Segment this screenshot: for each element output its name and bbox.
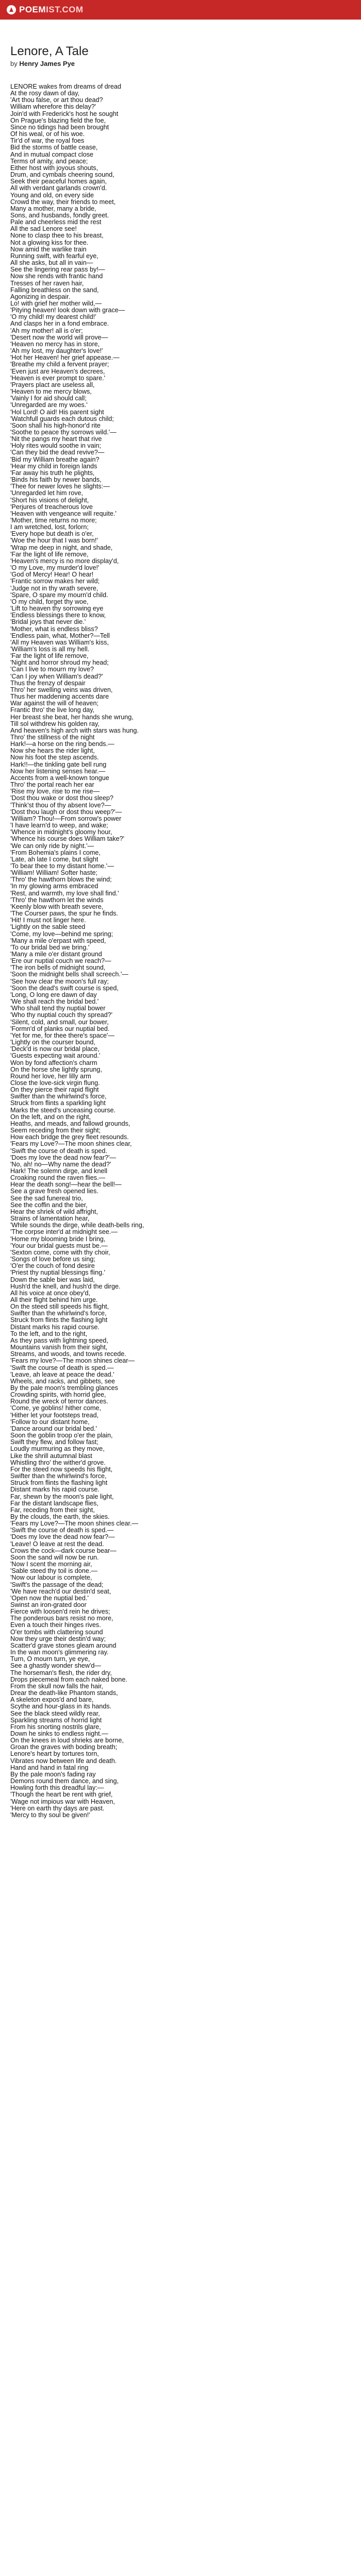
poem-line: Now they urge their destin'd way; [10,1635,106,1642]
poem-line: Swifter than the whirlwind's force, [10,1310,107,1317]
poem-line: 'Unregarded let him rove, [10,489,84,497]
poem-line: Round the wreck of terror dances. [10,1398,108,1405]
poem-line: On the steed still speeds his flight, [10,1303,109,1311]
poem-line: 'The iron bells of midnight sound, [10,964,106,972]
poem-line: 'Can they bid the dead revive?— [10,449,105,456]
poem-body [10,83,361,1819]
poem-line: Soon the sand will now be run. [10,1553,99,1561]
poem-line: Tresses of her raven hair, [10,279,84,287]
poem-line: The ponderous bars resist no more, [10,1615,113,1622]
poem-line: Drear the death-like Phantom stands, [10,1689,118,1697]
poem-line: From his snorting nostrils glare, [10,1723,101,1731]
poem-line: Mountains vanish from their sight, [10,1344,108,1351]
poem-line: Scythe and hour-glass in its hands. [10,1703,112,1710]
poem-line: 'O my child! my dearest child!' [10,313,96,321]
poem-line: On they pierce their rapid flight [10,1086,99,1094]
poem-line: 'Dance around our bridal bed.' [10,1425,97,1432]
poem-line: Thro' the portal reach her ear [10,781,94,789]
poem-line: Now her listening senses hear.— [10,767,106,775]
poem-line: Hark! The solemn dirge, and knell [10,1167,108,1175]
poem-line: 'To our bridal bed we bring.' [10,943,90,951]
poem-line: In the wan moon's glimmering ray. [10,1649,109,1656]
poem-line: 'Lift to heaven thy sorrowing eye [10,605,104,613]
poem-line: Running swift, with fearful eye, [10,252,99,260]
poem-line: 'William's loss is all my hell. [10,645,90,653]
author-link[interactable]: Henry James Pye [19,60,75,67]
poem-line: 'While sounds the dirge, while death-bells ring, [10,1222,144,1229]
poem-line: Hear the death song!—hear the bell!— [10,1181,122,1189]
top-navigation-bar [0,0,361,20]
poem-line: Scatter'd grave stones gleam around [10,1641,117,1649]
poem-line: 'From Bohemia's plains I come, [10,849,101,856]
poem-line: 'O my Love, my murder'd love!' [10,564,100,572]
poem-line: 'The Courser paws, the spur he finds. [10,910,118,918]
poem-line: 'Watchfull guards each dutous child; [10,415,114,422]
poem-line: 'Bridal joys that never die.' [10,618,86,626]
poem-line: 'Hear my child in foreign lands [10,462,97,470]
poem-line: 'Priest thy nuptial blessings fling.' [10,1269,106,1277]
poem-line: 'Hit! I must not linger here. [10,917,86,924]
poem-line: The horseman's flesh, the rider dry, [10,1669,112,1676]
poem-line: 'Follow to our distant home, [10,1418,90,1426]
poem-line: 'Nit the pangs my heart that rive [10,435,102,443]
poem-line: 'Prayers plact are useless all, [10,381,95,388]
poem-line: 'Woe the hour that I was born!' [10,537,98,545]
poem-line: Croaking round the raven flies.— [10,1174,106,1182]
poem-line: 'Songs of love before us sing; [10,1256,95,1263]
poem-line: Far the distant landscape flies, [10,1499,99,1507]
poem-line: Sons, and husbands, fondly greet. [10,211,109,219]
poem-line: 'William? Thou!—From sorrow's power [10,815,122,822]
poem-line: 'Hol Lord! O aid! His parent sight [10,408,104,416]
poem-line: Distant marks his rapid course. [10,1323,100,1331]
poem-line: Seem receding from their sight; [10,1127,101,1134]
poem-title: Lenore, A Tale [10,44,89,58]
poem-line: 'Endless pain, what, Mother?—Tell [10,632,110,639]
poem-line: See a ghastly wonder shew'd— [10,1662,102,1670]
poem-line: 'Fears my Love?—The moon shines clear.— [10,1520,139,1528]
poem-line: Soon the goblin troop o'er the plain, [10,1432,113,1439]
poem-line: Vibrates now between life and death. [10,1757,117,1765]
poem-line: 'Does my love the dead now fear?'— [10,1154,117,1161]
poem-line: Thro' her swelling veins was driven, [10,686,113,693]
poem-line: By the pale moon's fading ray [10,1770,96,1778]
poem-line: Now amid the warlike train [10,245,87,253]
poem-line: On the left, and on the right, [10,1113,91,1121]
by-label: by [10,60,18,67]
poem-line: Struck from flints the flashing light [10,1316,108,1324]
poem-line: 'Hither let your footsteps tread, [10,1411,99,1419]
poem-line: Drops piecemeal from each naked bone. [10,1675,127,1683]
poem-line: Swift they flew, and follow fast; [10,1438,99,1446]
poem-line: Even a touch their hinges rives. [10,1621,101,1629]
poem-line: 'The corpse inter'd at midnight see.— [10,1228,118,1236]
poem-line: 'Heaven's mercy is no more display'd, [10,557,119,565]
poem-line: Hush'd the knell, and hush'd the dirge. [10,1282,121,1290]
poem-line: Far, receding from their sight, [10,1506,95,1514]
poem-line: Drum, and cymbals cheering sound, [10,171,114,179]
poem-line: On the knees in loud shrieks are borne, [10,1737,124,1744]
poem-line: 'Thee for newer loves he slights:— [10,483,110,490]
poem-line: 'Binds his faith by newer bands, [10,476,102,484]
poem-line: From the skull now falls the hair, [10,1682,103,1690]
poem-line: 'Desert now the world will prove— [10,333,108,341]
poem-line: See the sad funereal trio, [10,1194,83,1202]
poem-line: As they pass with lightning speed, [10,1336,108,1344]
poem-line: Lo! with grief her mother wild,— [10,300,102,307]
poem-line: 'Guests expecting wait around.' [10,1052,101,1060]
poem-line: 'We can only ride by night.'— [10,842,94,850]
poem-line: 'In my glowing arms embraced [10,883,99,890]
poem-line: 'Mercy to thy soul be given!' [10,1811,90,1819]
poem-line: To the left, and to the right, [10,1330,88,1337]
poem-line: See a grave fresh opened lies. [10,1188,99,1195]
poem-line: Of his weal, or of his woe. [10,130,85,138]
poem-line: 'Wrap me deep in night, and shade, [10,544,113,551]
poem-line: 'Night and horror shroud my head; [10,659,109,667]
poem-line: 'Come, ye goblins! hither come, [10,1404,101,1412]
logo-text-main: POEM [19,5,46,14]
poem-line: Marks the steed's unceasing course. [10,1106,116,1114]
poem-line: 'Bid my William breathe again? [10,455,100,463]
poem-line: 'Though the heart be rent with grief, [10,1791,113,1799]
poem-line: 'Now our labour is complete, [10,1574,92,1582]
poem-line: Either host with joyous shouts, [10,164,99,172]
poem-line: Her breast she beat, her hands she wrung, [10,713,134,721]
poem-line: A skeleton expos'd and bare, [10,1696,94,1704]
poem-line: 'God of Mercy! Hear! O hear! [10,571,94,579]
poem-line: 'Frantic sorrow makes her wild; [10,578,100,585]
poem-line: Now his foot the step ascends. [10,754,99,761]
poem-line: For the steed now speeds his flight, [10,1465,113,1473]
poem-line: Pale and cheerless mid the rest [10,218,102,226]
poem-line: War against the will of heaven; [10,700,99,707]
poem-line: 'Endless blessings there to know, [10,612,106,619]
poem-line: 'Thro' the hawthorn let the winds [10,896,104,904]
poem-line: 'Come, my love—behind me spring; [10,930,113,938]
poem-line: Crows the cock—dark course bear— [10,1547,117,1554]
poem-line: Demons round them dance, and sing, [10,1777,119,1785]
poem-line: 'Mother, what is endless bliss? [10,625,98,633]
poem-line: 'Many a mile o'erpast with speed, [10,937,106,944]
poem-line: 'Home my blooming bride I bring, [10,1235,106,1243]
poem-line: 'Thro' the hawthorn blows the wind; [10,876,112,884]
poem-line: 'Formn'd of planks our nuptial bed. [10,1025,110,1032]
poem-line: 'Sable steed thy toil is done.— [10,1567,98,1575]
poem-line: All the sad Lenore see! [10,225,77,233]
poem-line: 'Judge not in thy wrath severe, [10,584,99,592]
poem-line: 'Heaven no mercy has in store, [10,340,100,348]
poem-line: All his voice at once obey'd, [10,1289,91,1297]
poem-line: 'Heaven with vengeance will requite.' [10,510,117,517]
poem-line: 'Every hope but death is o'er, [10,530,94,538]
poem-line: 'Wage not impious war with Heaven, [10,1798,115,1805]
poem-line: Struck from flints the flashing light [10,1479,108,1487]
poem-line: Like the shrill autumnal blast [10,1452,92,1460]
poem-line: See the lingering rear pass by!— [10,266,105,274]
poem-line: And clasps her in a fond embrace. [10,320,109,328]
poem-line: Thus her maddening accents dare [10,693,109,701]
poem-line: Bid the storms of battle cease, [10,144,98,151]
poem-line: 'Far away his truth he plights, [10,469,95,477]
poem-line: 'Far the light of life remove, [10,550,89,558]
poem-line: 'Swift the course of death is sped.— [10,1527,114,1534]
poem-line: 'Far the light of life remove, [10,652,89,660]
poem-line: 'William! William! Softer haste; [10,869,97,877]
poem-line: See the black steed wildly rear, [10,1709,100,1717]
poem-line: 'Who thy nuptial couch thy spread?' [10,1011,113,1019]
poem-line: Since no tidings had been brought [10,123,109,131]
poem-line: 'Late, ah late I come, but slight [10,855,99,863]
poem-line: Groan the graves with boding breath; [10,1743,118,1751]
poem-line: 'Yet for me, for thee there's space'— [10,1031,115,1039]
poem-line: Till sol withdrew his golden ray, [10,720,100,727]
poem-line: Agonizing in despair. [10,293,71,300]
poem-line: 'Dost thou wake or dost thou sleep? [10,794,113,802]
poem-line: 'Soon shall his high-honor'd rite [10,421,101,429]
poem-line: 'We have reach'd our destin'd seat, [10,1587,111,1595]
poem-line: Swifter than the whirlwind's force, [10,1093,107,1100]
poem-line: 'Hot her Heaven! her grief appease.— [10,354,120,362]
logo-text [19,5,84,15]
poem-line: 'Rest, and warmth, my love shall find.' [10,889,119,897]
poem-line: 'All my Heaven was William's kiss, [10,638,109,646]
poem-content [0,20,361,1819]
poem-line: 'Silent, cold, and small, our bower, [10,1018,109,1026]
poem-line: Now she hears the rider light, [10,747,95,755]
poem-line: Terms of amity, and peace; [10,157,88,165]
poem-line: 'Perjures of treacherous love [10,503,93,511]
poem-line: 'No, ah! no—Why name the dead?' [10,1160,111,1168]
poem-line: See the coffin and the bier, [10,1201,88,1209]
poem-line: Hark!!—the tinkling gate bell rung [10,760,107,768]
poem-line: 'Now I scent the morning air, [10,1561,92,1568]
poem-line: And heaven's high arch with stars was hung. [10,726,139,734]
poem-line: Round her love, her lilly arm [10,1072,91,1080]
poem-line: O'er tombs with clattering sound [10,1628,103,1636]
poem-line: 'Mother, time returns no more; [10,517,97,524]
poem-line: 'O'er the couch of fond desire [10,1262,95,1270]
poem-line: 'Ere our nuptial couch we reach?— [10,957,111,965]
poem-line: Thro' the stillness of the night [10,734,95,741]
poem-line: Crowding spirits, with horrid glee, [10,1391,106,1399]
poem-line: William wherefore this delay?' [10,103,96,111]
poem-line: Wheels, and racks, and gibbets, see [10,1377,116,1385]
poem-line: 'We shall reach the bridal bed.' [10,998,99,1006]
poem-line: 'Leave! O leave at rest the dead. [10,1540,104,1548]
poem-line: 'Swift's the passage of the dead; [10,1581,104,1588]
poem-line: 'Pitying heaven! look down with grace— [10,307,125,314]
poem-line: 'Soon the dead's swift course is sped, [10,984,119,992]
poem-line: 'Who shall tend thy nuptial bower [10,1005,106,1012]
poem-line: 'Here on earth thy days are past. [10,1804,105,1812]
poem-line: Turn, O mourn turn, ye eye, [10,1655,90,1663]
poem-line: On Prague's blazing field the foe, [10,116,106,124]
poem-line: How each bridge the grey fleet resounds. [10,1133,129,1141]
poem-line: 'Art thou false, or art thou dead? [10,96,103,104]
logo-mark-icon [6,5,17,15]
poem-line: Swinst an iron-grated door [10,1601,87,1608]
poem-line: 'See how clear the moon's full ray; [10,977,109,985]
poem-line: Heaths, and meads, and fallowd grounds, [10,1120,130,1127]
poem-line: All she asks, but all in vain— [10,259,93,267]
poem-line: 'Vainly I for aid should call; [10,395,87,402]
poem-line: Accents from a well-known tongue [10,774,109,782]
poem-line: All with verdant garlands crown'd. [10,184,107,192]
poem-line: 'Swift the course of death is sped. [10,1147,107,1155]
poem-line: Join'd with Frederick's host he sought [10,110,119,117]
poem-line: Now she rends with frantic hand [10,273,103,280]
poem-line: Hark!—a horse on the ring bends.— [10,740,114,748]
poem-line: 'Fears my love?—The moon shines clear— [10,1357,135,1365]
poem-line: 'Spare, O spare my mourn'd child. [10,591,108,599]
byline [10,60,361,68]
poem-line: On the horse she lightly sprung, [10,1065,102,1073]
poem-line: Lenore's heart by tortures torn, [10,1750,99,1758]
poem-line: By the pale moon's trembling glances [10,1384,118,1392]
poem-line: Struck from flints a sparkling light [10,1099,106,1107]
poem-line: 'Lightly on the courser bound, [10,1039,95,1046]
poem-line: 'Long, O long ere dawn of day [10,991,97,998]
poem-line: Whistling thro' the wither'd grove. [10,1459,106,1466]
poem-line: And in mutual compact close [10,150,94,158]
poem-line: 'Holy rites would soothe in vain; [10,442,102,450]
poem-line: 'Leave, ah leave at peace the dead.' [10,1370,114,1378]
poem-line: 'Think'st thou of thy absent love?— [10,801,111,809]
poem-line: 'Fears my Love?—The moon shines clear, [10,1140,132,1148]
poem-line: Swifter than the whirlwind's force, [10,1472,107,1480]
poem-line: 'Many a mile o'er distant ground [10,951,102,958]
poem-line: Tir'd of war, the royal foes [10,137,85,145]
poem-line: Streams, and woods, and towns recede. [10,1350,126,1358]
poem-line: Many a mother, many a bride, [10,205,96,212]
poem-line: Thus the frenzy of despair [10,679,86,687]
poem-line: 'Whence his course does William take?' [10,835,125,843]
poem-line: Loudly murmuring as they move, [10,1445,105,1453]
poem-line: Sparkling streams of horrid light [10,1716,102,1724]
poem-line: Down the sable bier was laid, [10,1276,95,1283]
poem-line: 'Whence in midnight's gloomy hour, [10,828,112,836]
poem-line: 'Lightly on the sable steed [10,923,86,931]
poem-line: Howling forth this dreadful lay:— [10,1784,104,1792]
poem-line: Not a glowing kiss for thee. [10,239,89,246]
poem-line: 'Rise my love, rise to me rise— [10,788,100,795]
poem-line: 'Keenly blow with breath severe, [10,903,104,910]
poem-line: 'Breathe my child a fervent prayer; [10,361,109,368]
poem-line: 'Soon the midnight bells shall screech.'— [10,971,128,978]
poem-line: 'I have learn'd to weep, and wake; [10,822,108,829]
poem-line: 'Sexton come, come with thy choir, [10,1248,110,1256]
poem-line: 'Heaven to me mercy blows, [10,388,92,396]
poem-line: 'Can I joy when William's dead?' [10,672,103,680]
poem-line: None to clasp thee to his breast, [10,232,104,240]
poem-line: I am wretched, lost, forlorn; [10,523,89,531]
poem-line: At the rosy dawn of day, [10,90,80,97]
poem-line: 'Short his visions of delight, [10,496,89,504]
poem-line: 'Even just are Heaven's decrees, [10,367,105,375]
poem-line: Crowd the way, their friends to meet, [10,198,116,206]
poem-line: 'Does my love the dead now fear?— [10,1533,115,1541]
site-logo[interactable] [6,5,84,15]
poem-line: Seek their peaceful homes again, [10,178,107,185]
poem-line: Distant marks his rapid course. [10,1486,100,1494]
poem-line: Close the love-sick virgin flung. [10,1079,100,1087]
poem-line: 'Soothe to peace thy sorrows wild.'— [10,428,117,436]
poem-line: 'Heaven is ever prompt to spare.' [10,374,106,382]
poem-line: Falling breathless on the sand, [10,286,99,294]
poem-line: Hear the shriek of wild affright, [10,1208,98,1215]
logo-text-suffix: IST.COM [46,5,84,14]
poem-line: 'Dost thou laugh or dost thou weep?'— [10,808,122,816]
poem-line: LENORE wakes from dreams of dread [10,83,121,90]
poem-line: 'Deck'd is now our bridal place, [10,1045,100,1053]
poem-line: Frantic thro' the live long day, [10,706,95,714]
poem-line: Down he sinks to endless night.— [10,1730,108,1737]
poem-line: 'Can I live to mourn my love? [10,666,94,673]
poem-line: 'Ah my mother! all is o'er; [10,327,83,334]
poem-line: 'To bear thee to my distant home.'— [10,862,114,870]
poem-line: Hand and hand in fatal ring [10,1764,89,1771]
poem-line: 'Unregarded are my woes.' [10,401,88,409]
poem-line: All their flight behind him urge. [10,1296,98,1303]
poem-line: 'Open now the nuptial bed.' [10,1594,89,1602]
poem-line: Far, shewn by the moon's pale light, [10,1493,114,1500]
poem-line: Young and old, on every side [10,191,94,199]
poem-line: 'Swift the course of death is sped.— [10,1364,114,1371]
poem-line: 'Ah my lost, my daughter's love!' [10,347,103,355]
poem-line: By the clouds, the earth, the skies. [10,1513,110,1520]
poem-line: Strains of lamentation hear, [10,1215,90,1223]
poem-line: Won by fond affection's charm [10,1059,97,1066]
poem-line: 'Your our bridal guests must be.— [10,1242,108,1249]
poem-line: 'O my child, forget thy woe, [10,598,89,605]
poem-line: Fierce with loosen'd rein he drives; [10,1608,110,1616]
